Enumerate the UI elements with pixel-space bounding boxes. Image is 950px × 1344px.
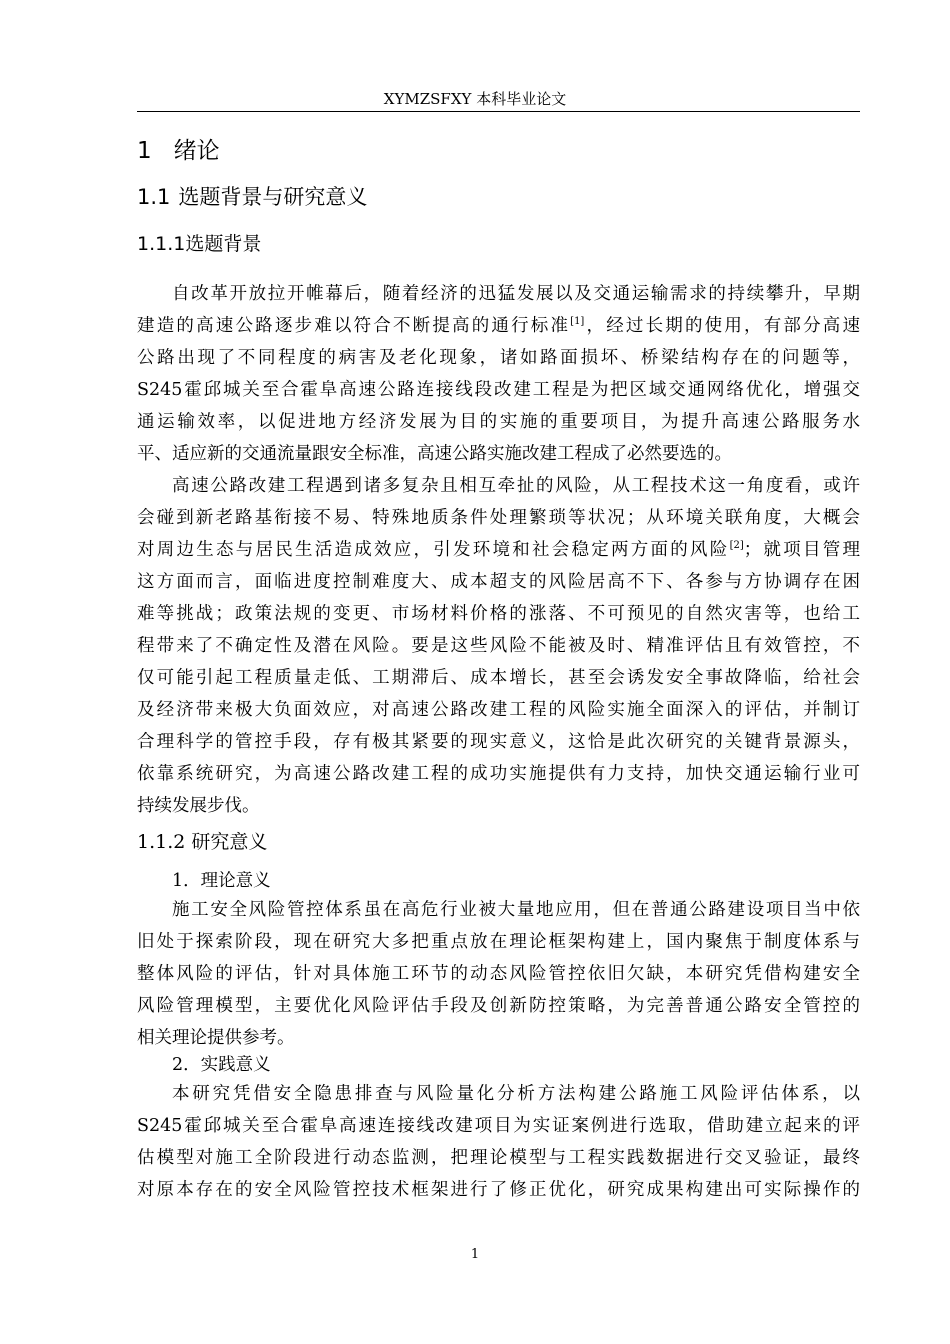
page-number: 1 [470, 1247, 480, 1262]
text-line: 及经济带来极大负面效应，对高速公路改建工程的风险实施全面深入的评估，并制订 [137, 700, 860, 720]
text-line: 持续发展步伐。 [137, 796, 260, 816]
chapter-heading [137, 136, 220, 166]
citation-ref-1: [1] [570, 316, 585, 327]
subsection-heading-significance: 1.1.2 研究意义 [137, 831, 268, 853]
paragraph-background-2 [137, 470, 860, 822]
paragraph-background-1 [137, 278, 860, 470]
chapter-title: 绪论 [173, 138, 220, 164]
text-line [137, 534, 860, 566]
text-line: 公路出现了不同程度的病害及老化现象，诸如路面损坏、桥梁结构存在的问题等， [137, 348, 860, 368]
section-heading [137, 182, 367, 212]
text-line: 旧处于探索阶段，现在研究大多把重点放在理论框架构建上，国内聚焦于制度体系与 [137, 932, 860, 952]
text-line: 平、适应新的交通流量跟安全标准，高速公路实施改建工程成了必然要选的。 [137, 444, 732, 464]
text-line: 仅可能引起工程质量走低、工期滞后、成本增长，甚至会诱发安全事故降临，给社会 [137, 668, 860, 688]
header-rule [137, 111, 860, 112]
section-title: 选题背景与研究意义 [178, 185, 368, 209]
theory-significance-heading: 1．理论意义 [172, 871, 271, 891]
subsection-heading-background: 1.1.1选题背景 [137, 233, 262, 255]
section-number: 1.1 [137, 185, 171, 209]
text-line: 风险管理模型，主要优化风险评估手段及创新防控策略，为完善普通公路安全管控的 [137, 996, 860, 1016]
paragraph-practice [137, 1078, 860, 1206]
text-line: 依靠系统研究，为高速公路改建工程的成功实施提供有力支持，加快交通运输行业可 [137, 764, 860, 784]
text-line: 难等挑战；政策法规的变更、市场材料价格的涨落、不可预见的自然灾害等，也给工 [137, 604, 860, 624]
text-line: S245霍邱城关至合霍阜高速连接线改建项目为实证案例进行选取，借助建立起来的评 [137, 1116, 860, 1136]
text-line [137, 310, 860, 342]
text-line: 本研究凭借安全隐患排查与风险量化分析方法构建公路施工风险评估体系，以 [172, 1084, 860, 1104]
running-header: XYMZSFXY 本科毕业论文 [383, 90, 567, 108]
text-line: 这方面而言，面临进度控制难度大、成本超支的风险居高不下、各参与方协调存在困 [137, 572, 860, 592]
chapter-number: 1 [137, 138, 152, 164]
text-segment: ，经过长期的使用，有部分高速 [584, 316, 860, 336]
text-line: 估模型对施工全阶段进行动态监测，把理论模型与工程实践数据进行交叉验证，最终 [137, 1148, 860, 1168]
text-line: 对原本存在的安全风险管控技术框架进行了修正优化，研究成果构建出可实际操作的 [137, 1180, 860, 1200]
text-line: 自改革开放拉开帷幕后，随着经济的迅猛发展以及交通运输需求的持续攀升，早期 [172, 284, 860, 304]
citation-ref-2: [2] [729, 540, 744, 551]
text-line: 会碰到新老路基衔接不易、特殊地质条件处理繁琐等状况；从环境关联角度，大概会 [137, 508, 860, 528]
text-segment: ；就项目管理 [743, 540, 861, 560]
practice-significance-heading: 2．实践意义 [172, 1055, 271, 1075]
text-line: 施工安全风险管控体系虽在高危行业被大量地应用，但在普通公路建设项目当中依 [172, 900, 860, 920]
paragraph-theory [137, 894, 860, 1054]
text-segment: 对周边生态与居民生活造成效应，引发环境和社会稳定两方面的风险 [137, 540, 730, 560]
text-line: 合理科学的管控手段，存有极其紧要的现实意义，这恰是此次研究的关键背景源头， [137, 732, 860, 752]
text-segment: 建造的高速公路逐步难以符合不断提高的通行标准 [137, 316, 571, 336]
text-line: 通运输效率，以促进地方经济发展为目的实施的重要项目，为提升高速公路服务水 [137, 412, 860, 432]
text-line: 程带来了不确定性及潜在风险。要是这些风险不能被及时、精准评估且有效管控，不 [137, 636, 860, 656]
text-line: S245霍邱城关至合霍阜高速公路连接线段改建工程是为把区域交通网络优化，增强交 [137, 380, 860, 400]
text-line: 相关理论提供参考。 [137, 1028, 295, 1048]
text-line: 整体风险的评估，针对具体施工环节的动态风险管控依旧欠缺，本研究凭借构建安全 [137, 964, 860, 984]
text-line: 高速公路改建工程遇到诸多复杂且相互牵扯的风险，从工程技术这一角度看，或许 [172, 476, 860, 496]
